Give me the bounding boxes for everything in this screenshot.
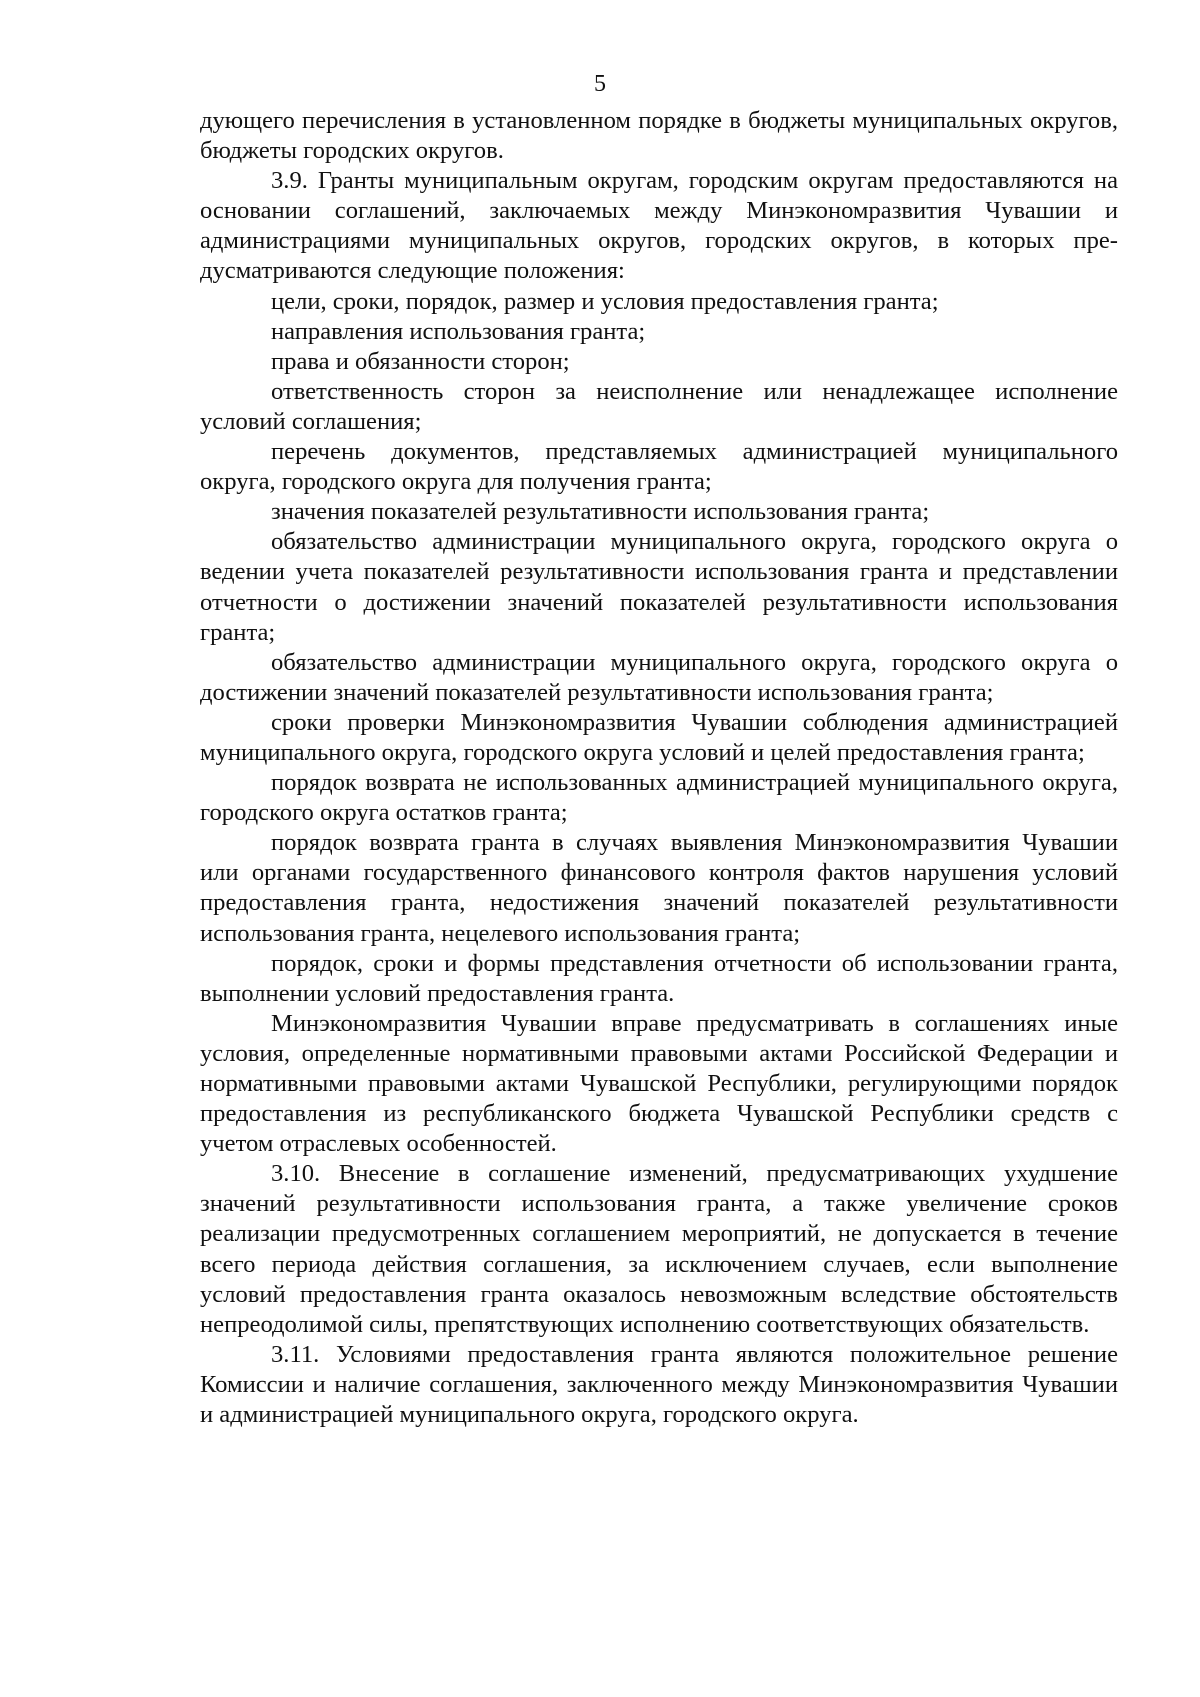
list-item-rights: права и обязанности сторон; — [271, 347, 570, 375]
list-item-achievement-obligation: обязательство администрации муниципального округа, городского округа о достижении значений показателей результативности использования гранта; — [200, 648, 1118, 706]
list-item-return-remainder: порядок возврата не использованных администрацией муниципального округа, городского округа остатков гранта; — [200, 769, 1118, 827]
list-item-responsibility: ответственность сторон за неисполнение или ненадлежащее исполнение условий соглашения; — [200, 377, 1118, 435]
list-item-reporting: порядок, сроки и формы представления отчетности об использовании гранта, выполнении условий предоставления гранта. — [200, 949, 1118, 1007]
paragraph-continuation: дующего перечисления в установленном порядке в бюджеты муниципальных округов, бюджеты городских округов. — [200, 107, 1118, 165]
list-item-accounting-obligation: обязательство администрации муниципального округа, городского округа о ведении учета показателей результативности использования гранта и представлении отчетности о достижении значений показателей результативности использования гранта; — [200, 528, 1118, 646]
list-item-indicators: значения показателей результативности использования гранта; — [271, 498, 930, 526]
list-item-return-violation: порядок возврата гранта в случаях выявления Минэкономразвития Чувашии или органами государственного финансового контроля фактов нарушения условий предоставления гранта, недостижения значений показателей результативности использования гранта, нецелевого использования гранта; — [200, 829, 1118, 947]
list-item-directions: направления использования гранта; — [271, 317, 646, 345]
list-item-documents: перечень документов, представляемых администрацией муниципального округа, городского округа для получения гранта; — [200, 438, 1118, 496]
document-body — [200, 106, 1118, 1430]
paragraph-3-11: 3.11. Условиями предоставления гранта являются положительное решение Комиссии и наличие соглашения, заключенного между Минэкономразвития Чувашии и администрацией муниципального округа, городского округа. — [200, 1340, 1118, 1429]
list-item-goals: цели, сроки, порядок, размер и условия предоставления гранта; — [271, 287, 939, 315]
paragraph-other-conditions: Минэкономразвития Чувашии вправе предусматривать в соглашениях иные условия, определенные нормативными правовыми актами Российской Федерации и нормативными правовыми актами Чувашской Республики, регулирующими порядок предоставления из республиканского бюджета Чувашской Республики средств с учетом отраслевых особенностей. — [200, 1009, 1118, 1158]
paragraph-3-10: 3.10. Внесение в соглашение изменений, предусматривающих ухудшение значений результативности использования гранта, а также увеличение сроков реализации предусмотренных соглашением мероприятий, не допускается в течение всего периода действия соглашения, за исключением случаев, если выполнение условий предоставления гранта оказалось невозможным вследствие обстоятельств непреодолимой силы, препятствующих исполнению соответствующих обязательств. — [200, 1160, 1118, 1338]
list-item-inspection-terms: сроки проверки Минэкономразвития Чувашии соблюдения администрацией муниципального округа, городского округа условий и целей предоставления гранта; — [200, 708, 1118, 766]
paragraph-3-9: 3.9. Гранты муниципальным округам, городским округам предоставляются на основании соглашений, заключаемых между Минэкономразвития Чувашии и администрациями муниципальных округов, городских округов, в которых предусматриваются следующие положения: — [200, 167, 1118, 285]
page-number: 5 — [594, 71, 606, 97]
